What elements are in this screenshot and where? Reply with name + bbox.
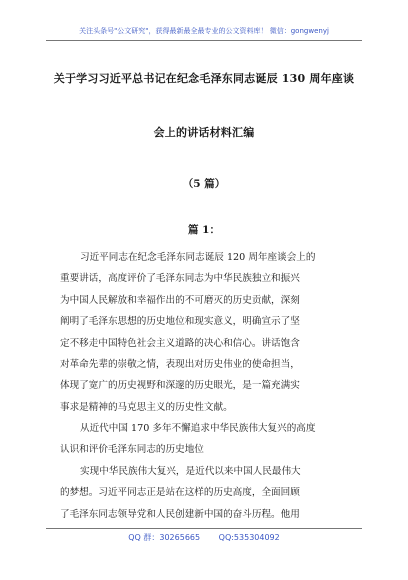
paragraph-line: 实现中华民族伟大复兴，是近代以来中国人民最伟大	[80, 466, 301, 477]
paragraph-line: 习近平同志在纪念毛泽东同志诞辰 120 周年座谈会上的	[80, 252, 316, 263]
qq-group-text: QQ 群：30265665	[128, 533, 201, 542]
paragraph-2	[60, 418, 348, 461]
footer	[0, 532, 408, 543]
paragraph-line: 事求是精神的马克思主义的历史性文献。	[60, 401, 233, 413]
paragraph-3	[60, 461, 348, 525]
paragraph-line: 认识和评价毛泽东同志的历史地位	[60, 444, 204, 456]
document-title-line-1: 关于学习习近平总书记在纪念毛泽东同志诞辰 130 周年座谈	[53, 72, 355, 85]
article-count: （5 篇）	[182, 178, 226, 190]
header-note: 关注头条号"公文研究"，获得最新最全最专业的公文资料库！ 微信：gongwenyj	[79, 27, 329, 35]
paragraph-line: 了毛泽东同志领导党和人民创建新中国的奋斗历程。他用	[60, 508, 300, 520]
paragraph-line: 阐明了毛泽东思想的历史地位和现实意义，明确宣示了坚	[60, 316, 300, 328]
paragraph-line: 体现了宽广的历史视野和深邃的历史眼光，是一篇充满实	[60, 380, 300, 392]
header-divider	[46, 40, 362, 41]
section-heading: 篇 1：	[188, 224, 220, 236]
paragraph-line: 定不移走中国特色社会主义道路的决心和信心。讲话饱含	[60, 337, 300, 349]
footer-divider	[46, 528, 362, 529]
paragraph-line: 对革命先辈的崇敬之情，表现出对历史伟业的使命担当，	[60, 358, 300, 370]
paragraph-line: 从近代中国 170 多年不懈追求中华民族伟大复兴的高度	[80, 423, 316, 434]
qq-text: QQ:535304092	[218, 533, 280, 542]
paragraph-line: 为中国人民解放和幸福作出的不可磨灭的历史贡献，深刻	[60, 294, 300, 306]
document-title-line-2: 会上的讲话材料汇编	[153, 126, 255, 139]
paragraph-1	[60, 247, 348, 418]
paragraph-line: 的梦想。习近平同志正是站在这样的历史高度，全面回顾	[60, 487, 300, 499]
paragraph-line: 重要讲话，高度评价了毛泽东同志为中华民族独立和振兴	[60, 273, 300, 285]
